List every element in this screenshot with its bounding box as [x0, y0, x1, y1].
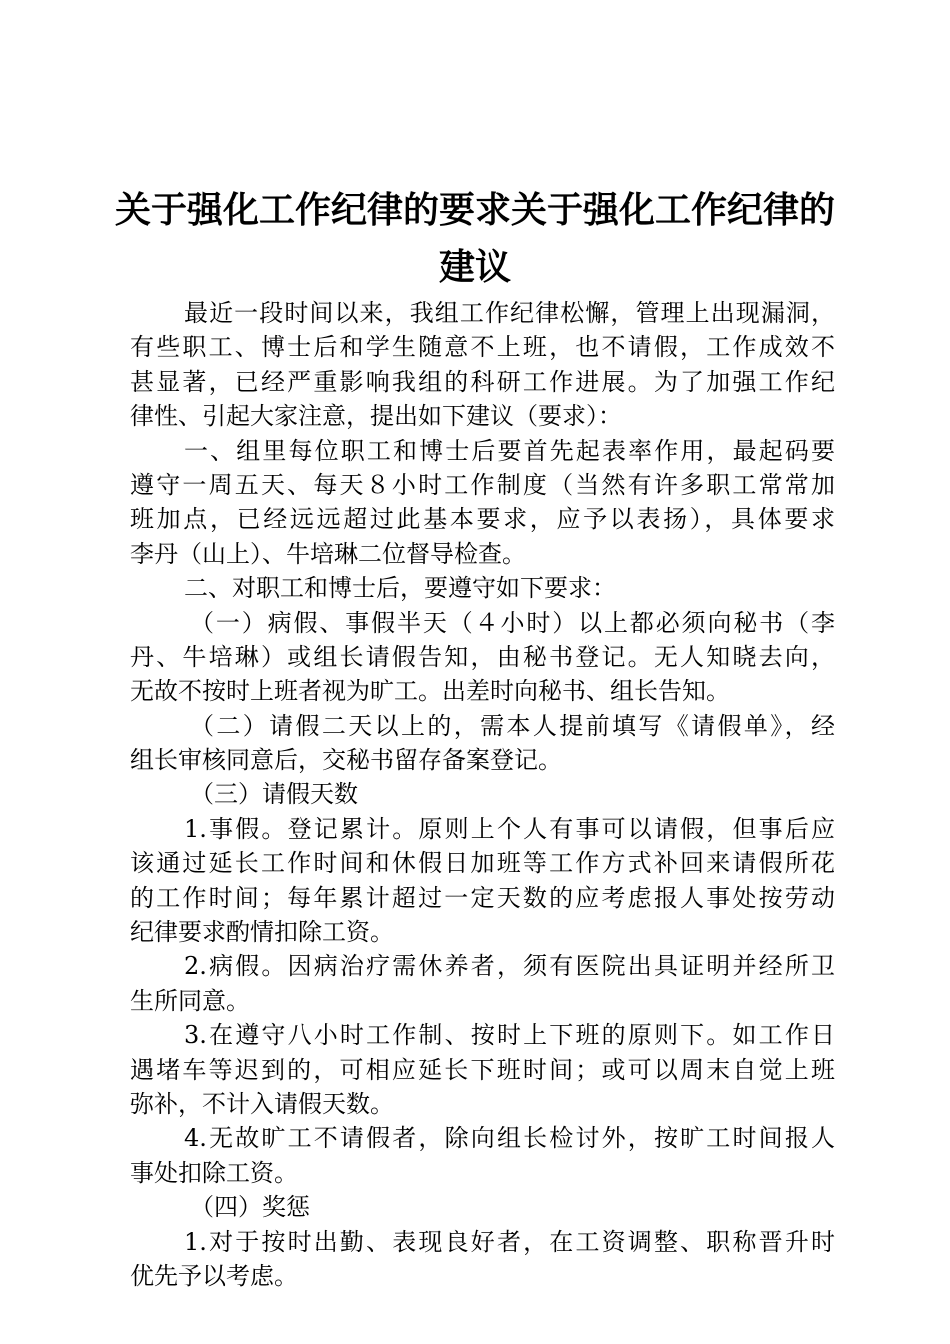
- paragraph-line: 遇堵车等迟到的，可相应延长下班时间；或可以周末自觉上班: [130, 1055, 835, 1084]
- document-title-line-1: 关于强化工作纪律的要求关于强化工作纪律的: [114, 190, 835, 231]
- paragraph-line: 2.病假。因病治疗需休养者，须有医院出具证明并经所卫: [184, 952, 835, 981]
- paragraph-line: 纪律要求酌情扣除工资。: [130, 918, 394, 947]
- paragraph-line: 优先予以考虑。: [130, 1261, 298, 1290]
- paragraph-line: 4.无故旷工不请假者，除向组长检讨外，按旷工时间报人: [184, 1124, 835, 1153]
- paragraph-line: 二、对职工和博士后，要遵守如下要求：: [184, 574, 616, 603]
- paragraph-line: 遵守一周五天、每天８小时工作制度（当然有许多职工常常加: [130, 470, 835, 499]
- paragraph-line: 的工作时间；每年累计超过一定天数的应考虑报人事处按劳动: [130, 883, 835, 912]
- section-heading: （三）请假天数: [190, 780, 358, 809]
- paragraph-line: 生所同意。: [130, 986, 250, 1015]
- paragraph-line: 1.对于按时出勤、表现良好者，在工资调整、职称晋升时: [184, 1227, 835, 1256]
- paragraph-line: 组长审核同意后，交秘书留存备案登记。: [130, 746, 562, 775]
- paragraph-line: （二）请假二天以上的，需本人提前填写《请假单》，经: [190, 711, 835, 740]
- paragraph-line: 有些职工、博士后和学生随意不上班，也不请假，工作成效不: [130, 333, 835, 362]
- paragraph-line: 该通过延长工作时间和休假日加班等工作方式补回来请假所花: [130, 849, 835, 878]
- document-title-line-2: 建议: [438, 247, 511, 288]
- paragraph-line: 无故不按时上班者视为旷工。出差时向秘书、组长告知。: [130, 677, 730, 706]
- paragraph-line: 3.在遵守八小时工作制、按时上下班的原则下。如工作日: [184, 1021, 835, 1050]
- paragraph-line: 事处扣除工资。: [130, 1158, 298, 1187]
- document-body: [130, 296, 835, 1293]
- paragraph-line: 弥补，不计入请假天数。: [130, 1089, 394, 1118]
- section-heading: （四）奖惩: [190, 1193, 310, 1222]
- paragraph-line: 丹、牛培琳）或组长请假告知，由秘书登记。无人知晓去向，: [130, 642, 835, 671]
- paragraph-line: 律性、引起大家注意，提出如下建议（要求）：: [130, 402, 622, 431]
- paragraph-line: 班加点，已经远远超过此基本要求，应予以表扬），具体要求: [130, 505, 835, 534]
- paragraph-line: 李丹（山上）、牛培琳二位督导检查。: [130, 539, 526, 568]
- paragraph-line: 最近一段时间以来，我组工作纪律松懈，管理上出现漏洞，: [184, 299, 835, 327]
- paragraph-line: 一、组里每位职工和博士后要首先起表率作用，最起码要: [184, 436, 835, 465]
- paragraph-line: 1.事假。登记累计。原则上个人有事可以请假，但事后应: [184, 814, 835, 843]
- paragraph-line: 甚显著，已经严重影响我组的科研工作进展。为了加强工作纪: [130, 367, 835, 396]
- paragraph-line: （一）病假、事假半天（４小时）以上都必须向秘书（李: [190, 608, 835, 637]
